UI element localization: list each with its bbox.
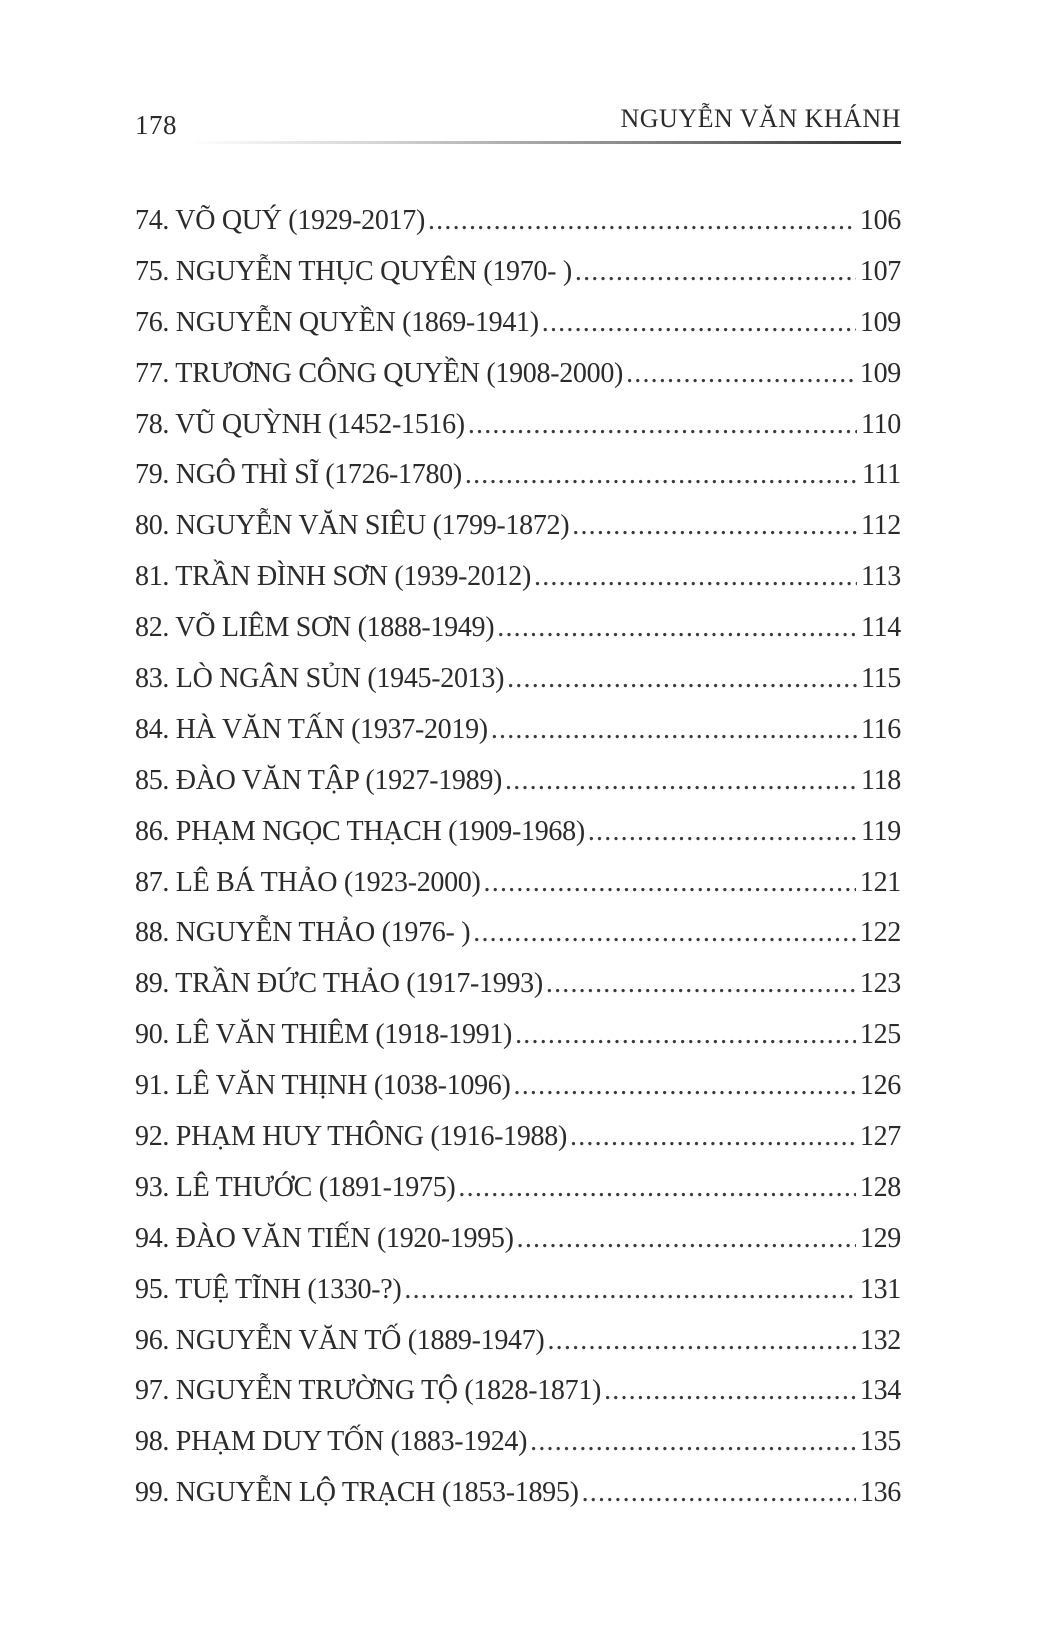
dot-leader bbox=[428, 205, 856, 237]
toc-entry-page: 131 bbox=[859, 1273, 901, 1305]
dot-leader bbox=[404, 1274, 856, 1306]
toc-entry-page: 136 bbox=[859, 1477, 901, 1509]
toc-entry-page: 119 bbox=[860, 815, 901, 847]
dot-leader bbox=[604, 1375, 856, 1407]
toc-entry-title: 82. VÕ LIÊM SƠN (1888-1949) bbox=[135, 612, 495, 644]
toc-entry-title: 88. NGUYỄN THẢO (1976- ) bbox=[135, 917, 471, 949]
running-head-author: NGUYỄN VĂN KHÁNH bbox=[620, 104, 901, 133]
toc-entry-page: 106 bbox=[859, 205, 901, 236]
toc-entry-page: 135 bbox=[859, 1426, 901, 1458]
dot-leader bbox=[514, 1070, 856, 1102]
header-rule bbox=[187, 141, 901, 144]
toc-entry bbox=[135, 1477, 901, 1528]
page-number: 178 bbox=[135, 110, 177, 140]
toc-entry bbox=[135, 1426, 901, 1477]
toc-entry-title: 99. NGUYỄN LỘ TRẠCH (1853-1895) bbox=[135, 1477, 579, 1509]
dot-leader bbox=[542, 307, 856, 339]
toc-entry bbox=[135, 816, 901, 867]
toc-entry-page: 132 bbox=[859, 1324, 901, 1356]
toc-entry bbox=[135, 612, 901, 663]
dot-leader bbox=[530, 1426, 856, 1458]
dot-leader bbox=[546, 968, 856, 1000]
toc-entry-page: 125 bbox=[859, 1019, 901, 1051]
toc-entry-title: 76. NGUYỄN QUYỀN (1869-1941) bbox=[135, 306, 539, 338]
toc-entry-page: 118 bbox=[860, 764, 901, 796]
dot-leader bbox=[570, 1121, 856, 1153]
toc-entry-page: 112 bbox=[860, 510, 901, 542]
toc-entry-title: 86. PHẠM NGỌC THẠCH (1909-1968) bbox=[135, 815, 585, 847]
toc-entry-page: 107 bbox=[859, 255, 901, 287]
toc-entry-title: 89. TRẦN ĐỨC THẢO (1917-1993) bbox=[135, 968, 543, 1000]
toc-entry-title: 92. PHẠM HUY THÔNG (1916-1988) bbox=[135, 1121, 567, 1153]
toc-entry-page: 126 bbox=[859, 1070, 901, 1102]
dot-leader bbox=[497, 612, 857, 644]
toc-entry-title: 78. VŨ QUỲNH (1452-1516) bbox=[135, 408, 465, 440]
toc-entry-title: 84. HÀ VĂN TẤN (1937-2019) bbox=[135, 713, 488, 745]
toc-entry bbox=[135, 1121, 901, 1172]
toc-entry bbox=[135, 714, 901, 765]
dot-leader bbox=[572, 510, 857, 542]
toc-entry bbox=[135, 917, 901, 968]
toc-entry-title: 94. ĐÀO VĂN TIẾN (1920-1995) bbox=[135, 1222, 514, 1254]
toc-entry-title: 81. TRẦN ĐÌNH SƠN (1939-2012) bbox=[135, 561, 531, 593]
toc-entry bbox=[135, 1325, 901, 1376]
toc-entry-page: 128 bbox=[859, 1171, 901, 1203]
toc-entry-page: 113 bbox=[860, 561, 901, 593]
toc-entry-title: 91. LÊ VĂN THỊNH (1038-1096) bbox=[135, 1070, 511, 1102]
dot-leader bbox=[515, 1019, 856, 1051]
toc-entry bbox=[135, 663, 901, 714]
toc-entry bbox=[135, 968, 901, 1019]
dot-leader bbox=[465, 459, 858, 491]
dot-leader bbox=[582, 1477, 856, 1509]
table-of-contents bbox=[135, 205, 901, 1528]
toc-entry bbox=[135, 510, 901, 561]
dot-leader bbox=[588, 816, 857, 848]
toc-entry-page: 110 bbox=[860, 408, 901, 440]
toc-entry-page: 115 bbox=[860, 663, 901, 695]
toc-entry-title: 98. PHẠM DUY TỐN (1883-1924) bbox=[135, 1426, 528, 1458]
toc-entry bbox=[135, 409, 901, 460]
toc-entry bbox=[135, 1172, 901, 1223]
toc-entry-title: 96. NGUYỄN VĂN TỐ (1889-1947) bbox=[135, 1324, 545, 1356]
dot-leader bbox=[505, 765, 857, 797]
toc-entry-title: 80. NGUYỄN VĂN SIÊU (1799-1872) bbox=[135, 510, 570, 542]
toc-entry-title: 85. ĐÀO VĂN TẬP (1927-1989) bbox=[135, 764, 503, 796]
dot-leader bbox=[491, 714, 857, 746]
toc-entry-title: 79. NGÔ THÌ SĨ (1726-1780) bbox=[135, 459, 462, 491]
toc-entry bbox=[135, 256, 901, 307]
toc-entry-page: 123 bbox=[859, 968, 901, 1000]
toc-entry-page: 116 bbox=[860, 713, 901, 745]
dot-leader bbox=[458, 1172, 855, 1204]
toc-entry bbox=[135, 765, 901, 816]
toc-entry bbox=[135, 459, 901, 510]
dot-leader bbox=[507, 663, 857, 695]
toc-entry-title: 74. VÕ QUÝ (1929-2017) bbox=[135, 205, 425, 236]
toc-entry-title: 75. NGUYỄN THỤC QUYÊN (1970- ) bbox=[135, 255, 572, 287]
toc-entry-title: 90. LÊ VĂN THIÊM (1918-1991) bbox=[135, 1019, 513, 1051]
dot-leader bbox=[626, 358, 856, 390]
toc-entry-page: 109 bbox=[859, 306, 901, 338]
toc-entry-title: 77. TRƯƠNG CÔNG QUYỀN (1908-2000) bbox=[135, 357, 624, 389]
dot-leader bbox=[473, 917, 856, 949]
toc-entry bbox=[135, 1375, 901, 1426]
toc-entry-page: 122 bbox=[859, 917, 901, 949]
dot-leader bbox=[517, 1223, 856, 1255]
toc-entry-title: 93. LÊ THƯỚC (1891-1975) bbox=[135, 1171, 456, 1203]
toc-entry-page: 127 bbox=[859, 1121, 901, 1153]
toc-entry-page: 121 bbox=[859, 866, 901, 898]
toc-entry bbox=[135, 1070, 901, 1121]
toc-entry-title: 87. LÊ BÁ THẢO (1923-2000) bbox=[135, 866, 481, 898]
toc-entry-page: 111 bbox=[861, 459, 901, 491]
toc-entry-page: 129 bbox=[859, 1222, 901, 1254]
dot-leader bbox=[534, 561, 857, 593]
toc-entry bbox=[135, 358, 901, 409]
dot-leader bbox=[484, 867, 856, 899]
toc-entry-page: 134 bbox=[859, 1375, 901, 1407]
toc-entry-page: 109 bbox=[859, 357, 901, 389]
toc-entry bbox=[135, 1274, 901, 1325]
toc-entry-page: 114 bbox=[860, 612, 901, 644]
toc-entry bbox=[135, 561, 901, 612]
toc-entry bbox=[135, 307, 901, 358]
toc-entry bbox=[135, 1223, 901, 1274]
toc-entry bbox=[135, 1019, 901, 1070]
toc-entry-title: 95. TUỆ TĨNH (1330-?) bbox=[135, 1273, 402, 1305]
toc-entry-title: 97. NGUYỄN TRƯỜNG TỘ (1828-1871) bbox=[135, 1375, 602, 1407]
dot-leader bbox=[547, 1325, 855, 1357]
dot-leader bbox=[468, 409, 857, 441]
running-header bbox=[135, 100, 901, 144]
toc-entry bbox=[135, 205, 901, 256]
toc-entry-title: 83. LÒ NGÂN SỦN (1945-2013) bbox=[135, 663, 505, 695]
dot-leader bbox=[575, 256, 856, 288]
toc-entry bbox=[135, 867, 901, 918]
